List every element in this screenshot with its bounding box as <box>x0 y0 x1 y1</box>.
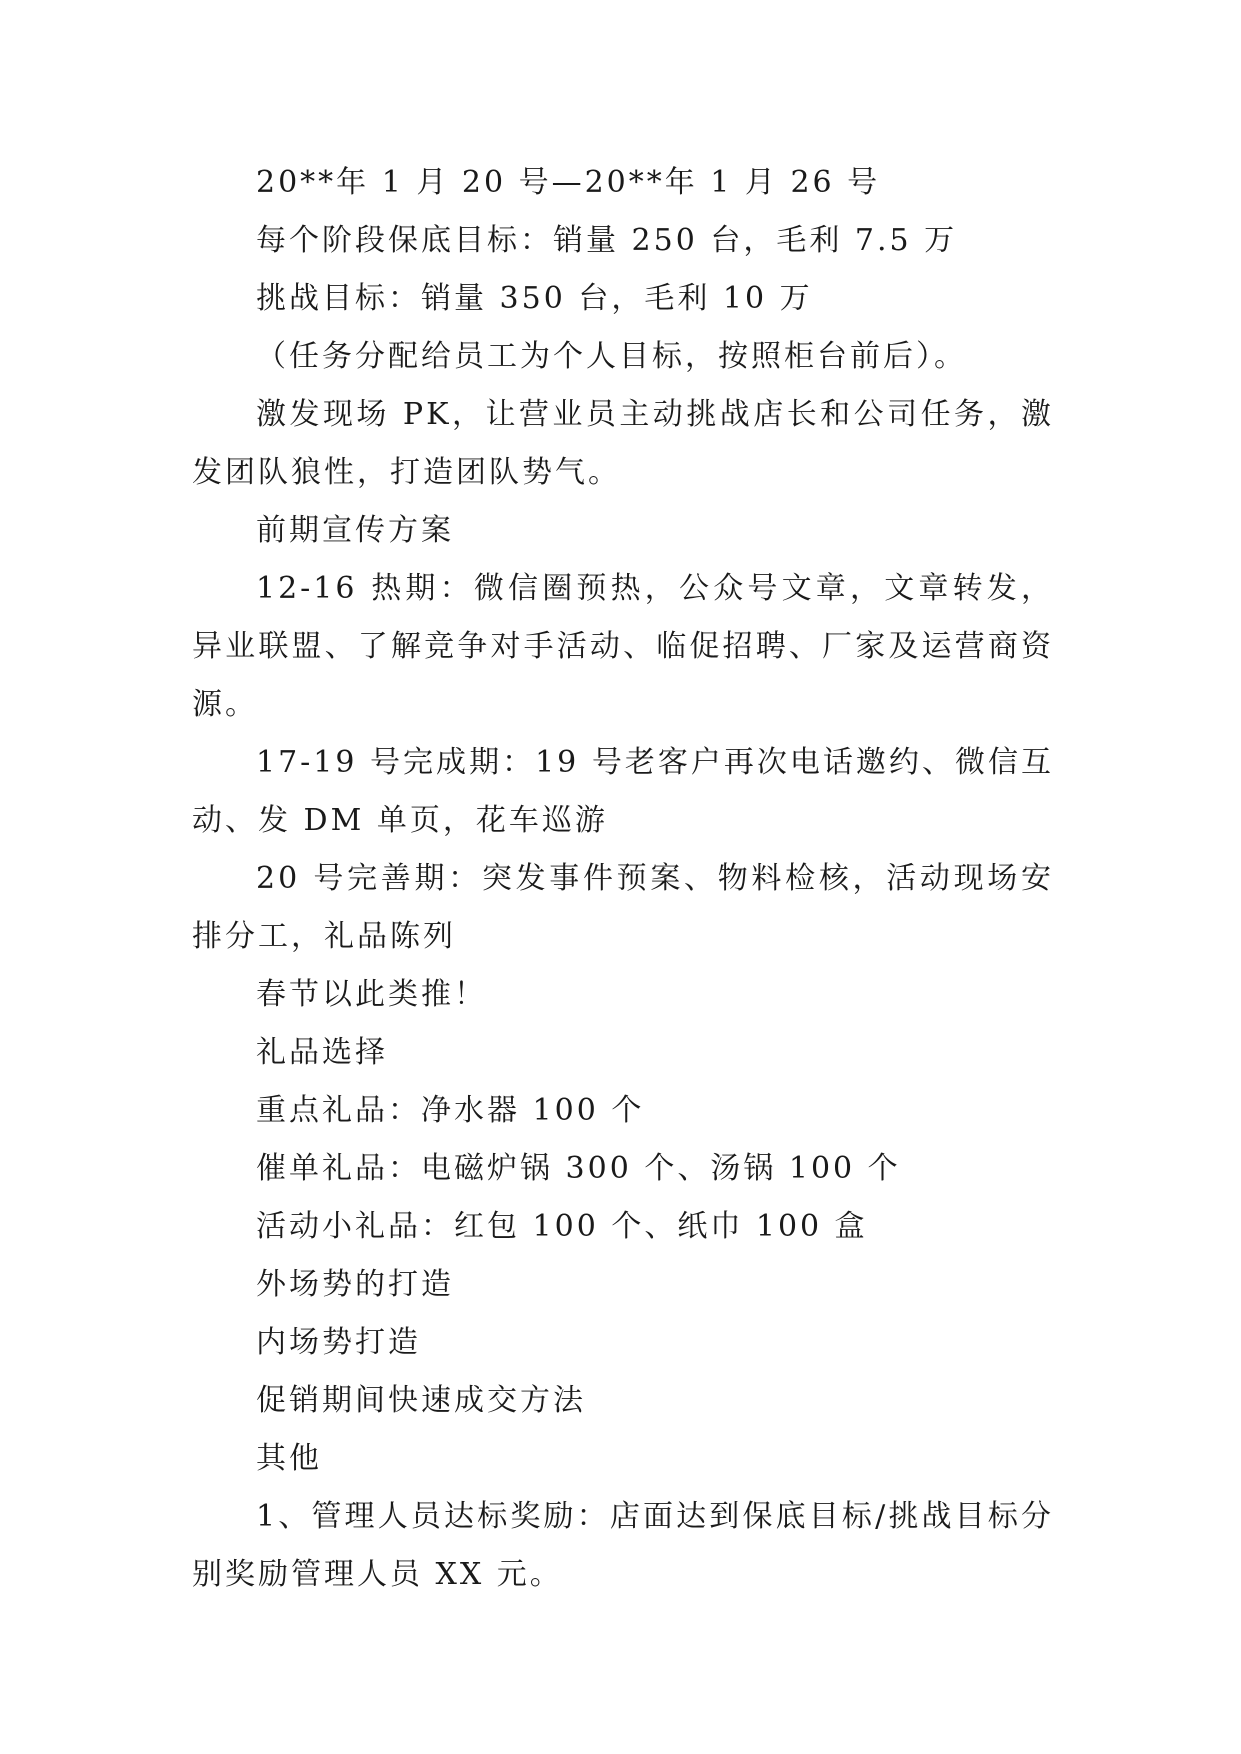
pk-motivation-paragraph: 激发现场 PK，让营业员主动挑战店长和公司任务，激发团队狼性，打造团队势气。 <box>192 397 1054 490</box>
urging-gift-line: 催单礼品：电磁炉锅 300 个、汤锅 100 个 <box>256 1151 901 1186</box>
date-range-line: 20**年 1 月 20 号—20**年 1 月 26 号 <box>256 165 881 200</box>
section-heading-outdoor: 外场势的打造 <box>256 1267 454 1302</box>
small-gift-line: 活动小礼品：红包 100 个、纸巾 100 盒 <box>256 1209 868 1244</box>
section-heading-promotion: 前期宣传方案 <box>256 513 454 548</box>
challenge-target-line: 挑战目标：销量 350 台，毛利 10 万 <box>256 281 813 316</box>
spring-festival-line: 春节以此类推！ <box>256 977 487 1012</box>
task-allocation-note: （任务分配给员工为个人目标，按照柜台前后）。 <box>256 339 967 374</box>
section-heading-gifts: 礼品选择 <box>256 1035 388 1070</box>
manager-reward-paragraph: 1、管理人员达标奖励：店面达到保底目标/挑战目标分别奖励管理人员 XX 元。 <box>192 1499 1054 1592</box>
section-heading-closing-methods: 促销期间快速成交方法 <box>256 1383 586 1418</box>
key-gift-line: 重点礼品：净水器 100 个 <box>256 1093 645 1128</box>
refinement-period-paragraph: 20 号完善期：突发事件预案、物料检核，活动现场安排分工，礼品陈列 <box>192 861 1054 954</box>
section-heading-other: 其他 <box>256 1441 322 1476</box>
section-heading-indoor: 内场势打造 <box>256 1325 421 1360</box>
completion-period-paragraph: 17-19 号完成期：19 号老客户再次电话邀约、微信互动、发 DM 单页，花车巡游 <box>192 745 1054 838</box>
warmup-period-paragraph: 12-16 热期：微信圈预热，公众号文章，文章转发，异业联盟、了解竞争对手活动、临促招聘、厂家及运营商资源。 <box>192 571 1054 722</box>
document-body <box>192 154 1054 1604</box>
baseline-target-line: 每个阶段保底目标：销量 250 台，毛利 7.5 万 <box>256 223 958 258</box>
